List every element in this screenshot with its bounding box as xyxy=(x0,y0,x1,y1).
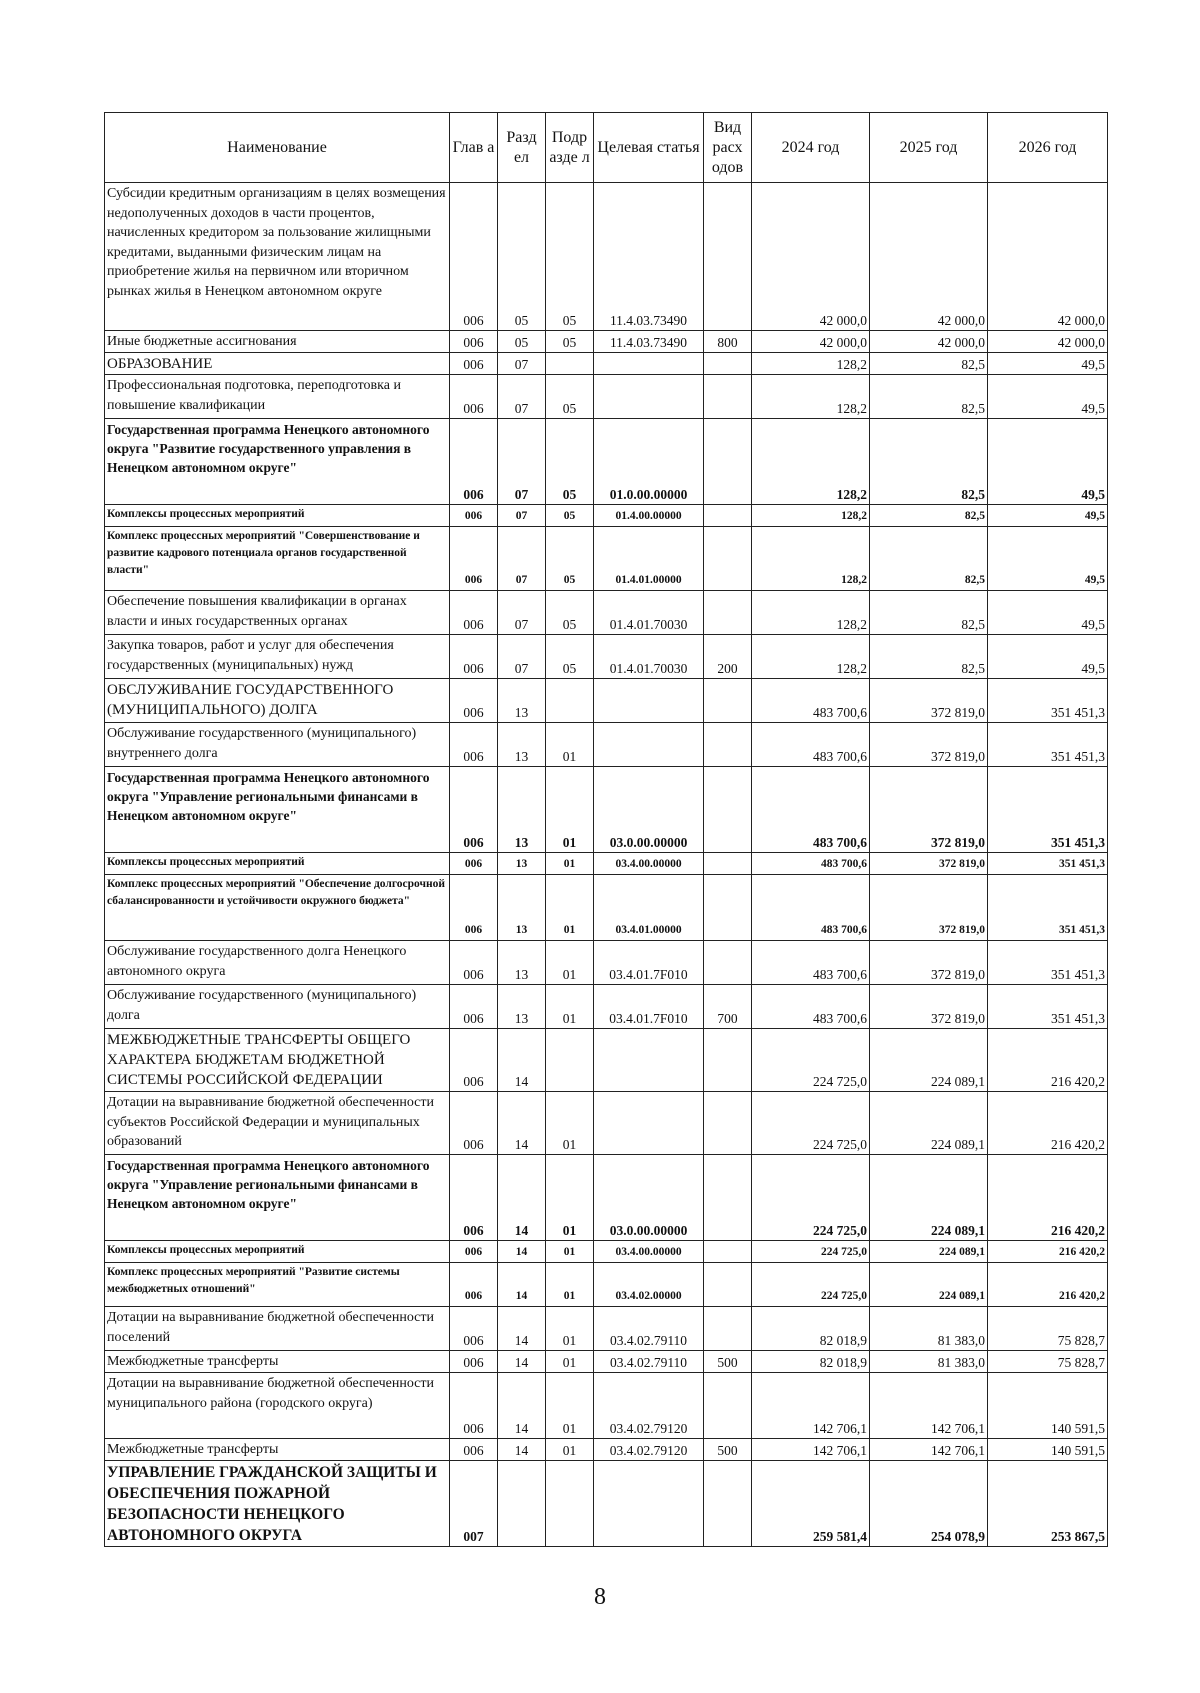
table-row xyxy=(105,767,1108,853)
cell-name: Профессиональная подготовка, переподготовка и повышение квалификации xyxy=(105,375,450,419)
cell-name: Межбюджетные трансферты xyxy=(105,1351,450,1373)
cell-razdel: 07 xyxy=(498,635,546,679)
cell-2026: 140 591,5 xyxy=(988,1373,1108,1439)
cell-2024: 128,2 xyxy=(752,419,870,505)
cell-glava: 006 xyxy=(450,1373,498,1439)
table-row xyxy=(105,723,1108,767)
cell-target-article xyxy=(594,375,704,419)
cell-name: Обслуживание государственного долга Ненецкого автономного округа xyxy=(105,941,450,985)
cell-razdel: 13 xyxy=(498,767,546,853)
cell-podrazdel: 05 xyxy=(546,505,594,527)
cell-glava: 006 xyxy=(450,419,498,505)
table-row xyxy=(105,353,1108,375)
cell-target-article xyxy=(594,1461,704,1547)
cell-target-article: 03.4.02.79110 xyxy=(594,1307,704,1351)
cell-2025: 42 000,0 xyxy=(870,331,988,353)
cell-expense-type: 500 xyxy=(704,1351,752,1373)
cell-razdel: 14 xyxy=(498,1373,546,1439)
cell-2024: 483 700,6 xyxy=(752,941,870,985)
table-row xyxy=(105,419,1108,505)
cell-razdel: 07 xyxy=(498,505,546,527)
cell-2026: 49,5 xyxy=(988,527,1108,591)
cell-glava: 006 xyxy=(450,1263,498,1307)
cell-razdel: 07 xyxy=(498,419,546,505)
cell-2026: 216 420,2 xyxy=(988,1029,1108,1092)
cell-target-article: 03.0.00.00000 xyxy=(594,767,704,853)
cell-razdel: 13 xyxy=(498,985,546,1029)
cell-2026: 216 420,2 xyxy=(988,1241,1108,1263)
cell-glava: 006 xyxy=(450,853,498,875)
cell-expense-type xyxy=(704,1029,752,1092)
cell-target-article xyxy=(594,679,704,723)
cell-target-article xyxy=(594,353,704,375)
cell-razdel: 14 xyxy=(498,1307,546,1351)
cell-name: Дотации на выравнивание бюджетной обеспеченности муниципального района (городского округа) xyxy=(105,1373,450,1439)
cell-razdel: 05 xyxy=(498,331,546,353)
cell-2025: 82,5 xyxy=(870,419,988,505)
cell-expense-type xyxy=(704,1155,752,1241)
cell-glava: 006 xyxy=(450,1241,498,1263)
cell-2025: 82,5 xyxy=(870,375,988,419)
header-name: Наименование xyxy=(105,113,450,183)
cell-name: Межбюджетные трансферты xyxy=(105,1439,450,1461)
cell-expense-type xyxy=(704,591,752,635)
cell-2024: 42 000,0 xyxy=(752,183,870,331)
cell-expense-type xyxy=(704,505,752,527)
table-row xyxy=(105,527,1108,591)
cell-2026: 351 451,3 xyxy=(988,679,1108,723)
cell-podrazdel xyxy=(546,1029,594,1092)
cell-glava: 006 xyxy=(450,591,498,635)
cell-glava: 006 xyxy=(450,635,498,679)
cell-glava: 006 xyxy=(450,353,498,375)
cell-podrazdel: 01 xyxy=(546,1092,594,1155)
cell-razdel: 07 xyxy=(498,353,546,375)
cell-razdel xyxy=(498,1461,546,1547)
cell-target-article: 03.4.01.00000 xyxy=(594,875,704,941)
cell-target-article: 03.4.00.00000 xyxy=(594,853,704,875)
cell-2026: 75 828,7 xyxy=(988,1351,1108,1373)
cell-2025: 224 089,1 xyxy=(870,1241,988,1263)
cell-2025: 224 089,1 xyxy=(870,1092,988,1155)
cell-razdel: 05 xyxy=(498,183,546,331)
cell-expense-type xyxy=(704,1092,752,1155)
cell-2025: 142 706,1 xyxy=(870,1439,988,1461)
cell-2025: 82,5 xyxy=(870,635,988,679)
header-row xyxy=(105,113,1108,183)
cell-target-article: 01.4.01.70030 xyxy=(594,635,704,679)
table-row xyxy=(105,875,1108,941)
cell-2024: 142 706,1 xyxy=(752,1439,870,1461)
cell-podrazdel: 01 xyxy=(546,1351,594,1373)
cell-2024: 483 700,6 xyxy=(752,875,870,941)
cell-2026: 351 451,3 xyxy=(988,853,1108,875)
cell-glava: 007 xyxy=(450,1461,498,1547)
cell-glava: 006 xyxy=(450,1155,498,1241)
cell-expense-type xyxy=(704,875,752,941)
table-row xyxy=(105,679,1108,723)
header-2024: 2024 год xyxy=(752,113,870,183)
cell-target-article: 03.4.01.7F010 xyxy=(594,941,704,985)
cell-glava: 006 xyxy=(450,985,498,1029)
cell-podrazdel: 01 xyxy=(546,767,594,853)
table-row xyxy=(105,183,1108,331)
cell-2025: 372 819,0 xyxy=(870,941,988,985)
cell-expense-type xyxy=(704,1373,752,1439)
cell-glava: 006 xyxy=(450,723,498,767)
cell-2025: 372 819,0 xyxy=(870,679,988,723)
table-row xyxy=(105,505,1108,527)
cell-glava: 006 xyxy=(450,875,498,941)
cell-podrazdel: 01 xyxy=(546,1439,594,1461)
cell-podrazdel: 05 xyxy=(546,591,594,635)
table-row xyxy=(105,1263,1108,1307)
budget-table-sheet xyxy=(104,112,1107,1547)
cell-podrazdel: 01 xyxy=(546,1373,594,1439)
cell-target-article: 03.4.00.00000 xyxy=(594,1241,704,1263)
cell-razdel: 14 xyxy=(498,1029,546,1092)
cell-2026: 216 420,2 xyxy=(988,1155,1108,1241)
cell-target-article: 11.4.03.73490 xyxy=(594,331,704,353)
cell-target-article xyxy=(594,1092,704,1155)
cell-name: Комплекс процессных мероприятий "Развитие системы межбюджетных отношений" xyxy=(105,1263,450,1307)
cell-2026: 216 420,2 xyxy=(988,1092,1108,1155)
cell-target-article: 03.4.02.00000 xyxy=(594,1263,704,1307)
cell-expense-type: 500 xyxy=(704,1439,752,1461)
cell-target-article: 03.4.02.79120 xyxy=(594,1439,704,1461)
cell-razdel: 14 xyxy=(498,1439,546,1461)
cell-2024: 483 700,6 xyxy=(752,853,870,875)
table-row xyxy=(105,853,1108,875)
cell-2026: 351 451,3 xyxy=(988,767,1108,853)
cell-glava: 006 xyxy=(450,1092,498,1155)
header-glava: Глав а xyxy=(450,113,498,183)
cell-name: ОБРАЗОВАНИЕ xyxy=(105,353,450,375)
cell-glava: 006 xyxy=(450,1439,498,1461)
cell-2024: 483 700,6 xyxy=(752,985,870,1029)
cell-podrazdel: 05 xyxy=(546,635,594,679)
table-row xyxy=(105,1029,1108,1092)
cell-2025: 224 089,1 xyxy=(870,1263,988,1307)
cell-2026: 49,5 xyxy=(988,353,1108,375)
cell-2024: 224 725,0 xyxy=(752,1029,870,1092)
cell-2025: 81 383,0 xyxy=(870,1351,988,1373)
cell-2024: 42 000,0 xyxy=(752,331,870,353)
cell-name: Дотации на выравнивание бюджетной обеспеченности поселений xyxy=(105,1307,450,1351)
table-row xyxy=(105,1092,1108,1155)
cell-glava: 006 xyxy=(450,767,498,853)
cell-glava: 006 xyxy=(450,375,498,419)
cell-2026: 216 420,2 xyxy=(988,1263,1108,1307)
cell-2024: 483 700,6 xyxy=(752,767,870,853)
table-row xyxy=(105,1155,1108,1241)
cell-target-article: 01.4.01.70030 xyxy=(594,591,704,635)
cell-podrazdel: 01 xyxy=(546,985,594,1029)
cell-expense-type xyxy=(704,419,752,505)
cell-expense-type: 800 xyxy=(704,331,752,353)
header-2025: 2025 год xyxy=(870,113,988,183)
cell-name: Комплексы процессных мероприятий xyxy=(105,1241,450,1263)
cell-glava: 006 xyxy=(450,1029,498,1092)
cell-2026: 351 451,3 xyxy=(988,875,1108,941)
cell-2026: 351 451,3 xyxy=(988,941,1108,985)
cell-glava: 006 xyxy=(450,1351,498,1373)
cell-podrazdel xyxy=(546,1461,594,1547)
cell-podrazdel: 05 xyxy=(546,183,594,331)
cell-podrazdel: 01 xyxy=(546,853,594,875)
cell-2025: 82,5 xyxy=(870,505,988,527)
cell-expense-type: 700 xyxy=(704,985,752,1029)
cell-expense-type xyxy=(704,941,752,985)
cell-2025: 372 819,0 xyxy=(870,875,988,941)
cell-razdel: 13 xyxy=(498,679,546,723)
page-number: 8 xyxy=(594,1584,606,1610)
cell-2024: 224 725,0 xyxy=(752,1241,870,1263)
cell-podrazdel: 05 xyxy=(546,375,594,419)
cell-name: Закупка товаров, работ и услуг для обеспечения государственных (муниципальных) нужд xyxy=(105,635,450,679)
cell-name: Комплексы процессных мероприятий xyxy=(105,853,450,875)
cell-razdel: 13 xyxy=(498,941,546,985)
cell-2026: 140 591,5 xyxy=(988,1439,1108,1461)
cell-expense-type xyxy=(704,767,752,853)
cell-2025: 142 706,1 xyxy=(870,1373,988,1439)
header-podrazdel: Подр азде л xyxy=(546,113,594,183)
cell-2026: 49,5 xyxy=(988,505,1108,527)
cell-expense-type xyxy=(704,1461,752,1547)
cell-2025: 372 819,0 xyxy=(870,985,988,1029)
cell-podrazdel: 01 xyxy=(546,1263,594,1307)
cell-razdel: 14 xyxy=(498,1241,546,1263)
table-row xyxy=(105,1461,1108,1547)
cell-razdel: 07 xyxy=(498,527,546,591)
cell-razdel: 14 xyxy=(498,1351,546,1373)
cell-2025: 254 078,9 xyxy=(870,1461,988,1547)
cell-2024: 483 700,6 xyxy=(752,723,870,767)
cell-2025: 224 089,1 xyxy=(870,1155,988,1241)
cell-2024: 82 018,9 xyxy=(752,1307,870,1351)
cell-2024: 259 581,4 xyxy=(752,1461,870,1547)
cell-podrazdel xyxy=(546,353,594,375)
cell-name: Государственная программа Ненецкого автономного округа "Управление региональными финансами в Ненецком автономном округе" xyxy=(105,767,450,853)
table-row xyxy=(105,591,1108,635)
cell-glava: 006 xyxy=(450,331,498,353)
cell-expense-type xyxy=(704,679,752,723)
table-row xyxy=(105,1373,1108,1439)
cell-glava: 006 xyxy=(450,527,498,591)
cell-expense-type xyxy=(704,183,752,331)
cell-razdel: 14 xyxy=(498,1263,546,1307)
cell-2026: 253 867,5 xyxy=(988,1461,1108,1547)
cell-podrazdel: 05 xyxy=(546,331,594,353)
cell-2024: 224 725,0 xyxy=(752,1092,870,1155)
cell-razdel: 07 xyxy=(498,591,546,635)
cell-name: Обслуживание государственного (муниципального) долга xyxy=(105,985,450,1029)
cell-glava: 006 xyxy=(450,679,498,723)
cell-target-article: 01.4.01.00000 xyxy=(594,527,704,591)
cell-2024: 224 725,0 xyxy=(752,1263,870,1307)
table-row xyxy=(105,1307,1108,1351)
cell-name: Обслуживание государственного (муниципального) внутреннего долга xyxy=(105,723,450,767)
cell-2026: 49,5 xyxy=(988,375,1108,419)
cell-target-article xyxy=(594,1029,704,1092)
cell-2026: 49,5 xyxy=(988,591,1108,635)
cell-name: Государственная программа Ненецкого автономного округа "Управление региональными финансами в Ненецком автономном округе" xyxy=(105,1155,450,1241)
cell-podrazdel: 01 xyxy=(546,723,594,767)
cell-target-article: 01.4.00.00000 xyxy=(594,505,704,527)
cell-target-article: 11.4.03.73490 xyxy=(594,183,704,331)
cell-expense-type xyxy=(704,353,752,375)
cell-name: ОБСЛУЖИВАНИЕ ГОСУДАРСТВЕННОГО (МУНИЦИПАЛЬНОГО) ДОЛГА xyxy=(105,679,450,723)
table-row xyxy=(105,1241,1108,1263)
cell-2024: 128,2 xyxy=(752,635,870,679)
cell-2025: 82,5 xyxy=(870,353,988,375)
cell-2024: 142 706,1 xyxy=(752,1373,870,1439)
header-2026: 2026 год xyxy=(988,113,1108,183)
cell-podrazdel: 01 xyxy=(546,1155,594,1241)
table-body xyxy=(105,183,1108,1547)
cell-2024: 128,2 xyxy=(752,591,870,635)
cell-2026: 49,5 xyxy=(988,419,1108,505)
cell-name: Комплекс процессных мероприятий "Обеспечение долгосрочной сбалансированности и устойчивости окружного бюджета" xyxy=(105,875,450,941)
cell-podrazdel: 01 xyxy=(546,1307,594,1351)
cell-2025: 42 000,0 xyxy=(870,183,988,331)
cell-target-article: 03.4.01.7F010 xyxy=(594,985,704,1029)
cell-2024: 483 700,6 xyxy=(752,679,870,723)
table-row xyxy=(105,331,1108,353)
cell-glava: 006 xyxy=(450,941,498,985)
cell-glava: 006 xyxy=(450,183,498,331)
cell-2024: 82 018,9 xyxy=(752,1351,870,1373)
cell-glava: 006 xyxy=(450,505,498,527)
cell-2025: 372 819,0 xyxy=(870,723,988,767)
cell-2025: 82,5 xyxy=(870,591,988,635)
table-row xyxy=(105,1439,1108,1461)
header-celevaya: Целевая статья xyxy=(594,113,704,183)
cell-name: Комплексы процессных мероприятий xyxy=(105,505,450,527)
cell-target-article: 03.4.02.79110 xyxy=(594,1351,704,1373)
cell-2024: 128,2 xyxy=(752,505,870,527)
cell-podrazdel: 05 xyxy=(546,527,594,591)
cell-glava: 006 xyxy=(450,1307,498,1351)
cell-target-article: 03.4.02.79120 xyxy=(594,1373,704,1439)
cell-2026: 49,5 xyxy=(988,635,1108,679)
cell-name: Государственная программа Ненецкого автономного округа "Развитие государственного управления в Ненецком автономном округе" xyxy=(105,419,450,505)
cell-target-article: 03.0.00.00000 xyxy=(594,1155,704,1241)
cell-podrazdel: 01 xyxy=(546,875,594,941)
cell-name: Комплекс процессных мероприятий "Совершенствование и развитие кадрового потенциала органов государственной власти" xyxy=(105,527,450,591)
cell-2025: 372 819,0 xyxy=(870,853,988,875)
cell-expense-type: 200 xyxy=(704,635,752,679)
cell-podrazdel: 01 xyxy=(546,941,594,985)
cell-name: Иные бюджетные ассигнования xyxy=(105,331,450,353)
cell-podrazdel: 05 xyxy=(546,419,594,505)
cell-razdel: 13 xyxy=(498,875,546,941)
cell-razdel: 13 xyxy=(498,853,546,875)
cell-target-article: 01.0.00.00000 xyxy=(594,419,704,505)
cell-2025: 81 383,0 xyxy=(870,1307,988,1351)
cell-name: Обеспечение повышения квалификации в органах власти и иных государственных органах xyxy=(105,591,450,635)
cell-name: Субсидии кредитным организациям в целях возмещения недополученных доходов в части процентов, начисленных кредитором за пользование жилищными кредитами, выданными физическим лицам на приобретение жилья на первичном или вторичном рынках жилья в Ненецком автономном округе xyxy=(105,183,450,331)
table-row xyxy=(105,635,1108,679)
cell-razdel: 14 xyxy=(498,1155,546,1241)
cell-2026: 42 000,0 xyxy=(988,331,1108,353)
cell-expense-type xyxy=(704,723,752,767)
table-row xyxy=(105,375,1108,419)
cell-expense-type xyxy=(704,853,752,875)
cell-expense-type xyxy=(704,1241,752,1263)
cell-2026: 351 451,3 xyxy=(988,723,1108,767)
cell-target-article xyxy=(594,723,704,767)
cell-2025: 372 819,0 xyxy=(870,767,988,853)
cell-expense-type xyxy=(704,1307,752,1351)
cell-name: МЕЖБЮДЖЕТНЫЕ ТРАНСФЕРТЫ ОБЩЕГО ХАРАКТЕРА БЮДЖЕТАМ БЮДЖЕТНОЙ СИСТЕМЫ РОССИЙСКОЙ ФЕДЕРАЦИИ xyxy=(105,1029,450,1092)
table-row xyxy=(105,941,1108,985)
header-razdel: Разд ел xyxy=(498,113,546,183)
cell-2024: 128,2 xyxy=(752,353,870,375)
cell-podrazdel: 01 xyxy=(546,1241,594,1263)
budget-table xyxy=(104,112,1108,1547)
table-row xyxy=(105,1351,1108,1373)
cell-2025: 82,5 xyxy=(870,527,988,591)
cell-podrazdel xyxy=(546,679,594,723)
table-row xyxy=(105,985,1108,1029)
cell-razdel: 13 xyxy=(498,723,546,767)
cell-2026: 75 828,7 xyxy=(988,1307,1108,1351)
cell-expense-type xyxy=(704,1263,752,1307)
cell-name: УПРАВЛЕНИЕ ГРАЖДАНСКОЙ ЗАЩИТЫ И ОБЕСПЕЧЕНИЯ ПОЖАРНОЙ БЕЗОПАСНОСТИ НЕНЕЦКОГО АВТОНОМНОГО ОКРУГА xyxy=(105,1461,450,1547)
cell-2026: 351 451,3 xyxy=(988,985,1108,1029)
cell-expense-type xyxy=(704,527,752,591)
cell-name: Дотации на выравнивание бюджетной обеспеченности субъектов Российской Федерации и муниципальных образований xyxy=(105,1092,450,1155)
cell-2025: 224 089,1 xyxy=(870,1029,988,1092)
header-vid: Вид расх одов xyxy=(704,113,752,183)
cell-razdel: 07 xyxy=(498,375,546,419)
cell-2024: 128,2 xyxy=(752,375,870,419)
cell-expense-type xyxy=(704,375,752,419)
cell-2026: 42 000,0 xyxy=(988,183,1108,331)
cell-2024: 224 725,0 xyxy=(752,1155,870,1241)
cell-razdel: 14 xyxy=(498,1092,546,1155)
cell-2024: 128,2 xyxy=(752,527,870,591)
